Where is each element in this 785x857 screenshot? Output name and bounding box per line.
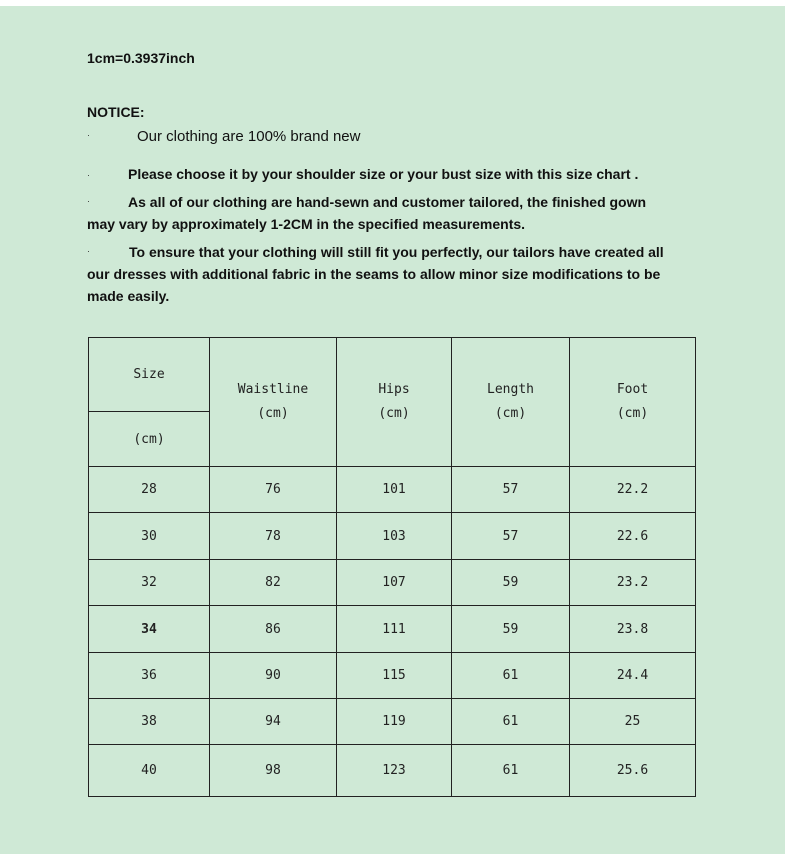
cell-hips: 101 <box>337 467 452 513</box>
table-row <box>89 513 696 560</box>
cell-foot: 22.2 <box>570 467 696 513</box>
cell-length: 61 <box>452 699 570 745</box>
size-chart-page <box>0 6 785 854</box>
cell-hips: 103 <box>337 513 452 560</box>
cell-waistline: 82 <box>210 560 337 606</box>
unit-conversion: 1cm=0.3937inch <box>87 50 195 66</box>
cell-size: 30 <box>89 513 210 560</box>
table-row <box>89 699 696 745</box>
header-size-unit: (cm) <box>89 412 210 467</box>
cell-size: 32 <box>89 560 210 606</box>
cell-hips: 115 <box>337 653 452 699</box>
cell-hips: 111 <box>337 606 452 653</box>
cell-foot: 23.8 <box>570 606 696 653</box>
notice-line-handsewn-a: As all of our clothing are hand-sewn and customer tailored, the finished gown <box>128 194 647 210</box>
cell-length: 57 <box>452 513 570 560</box>
header-hips-unit: (cm) <box>378 406 410 421</box>
cell-foot: 25 <box>570 699 696 745</box>
cell-size: 28 <box>89 467 210 513</box>
notice-line-brand-new: Our clothing are 100% brand new <box>137 128 361 145</box>
cell-hips: 107 <box>337 560 452 606</box>
cell-waistline: 94 <box>210 699 337 745</box>
notice-line-handsewn-b: may vary by approximately 1-2CM in the specified measurements. <box>87 216 526 232</box>
table-row <box>89 606 696 653</box>
bullet-icon: · <box>87 170 90 180</box>
cell-waistline: 86 <box>210 606 337 653</box>
cell-waistline: 98 <box>210 745 337 797</box>
notice-line-fit-a: To ensure that your clothing will still fit you perfectly, our tailors have created all <box>129 244 664 260</box>
table-row <box>89 560 696 606</box>
cell-hips: 119 <box>337 699 452 745</box>
header-hips-label: Hips <box>378 382 410 397</box>
cell-length: 61 <box>452 653 570 699</box>
cell-waistline: 76 <box>210 467 337 513</box>
cell-hips: 123 <box>337 745 452 797</box>
header-foot <box>570 338 696 467</box>
header-foot-label: Foot <box>616 382 649 397</box>
header-waistline <box>210 338 337 467</box>
cell-foot: 22.6 <box>570 513 696 560</box>
table-row <box>89 653 696 699</box>
notice-line-fit-c: made easily. <box>87 288 170 304</box>
cell-waistline: 78 <box>210 513 337 560</box>
header-length-label: Length <box>487 382 534 397</box>
bullet-icon: · <box>87 246 90 256</box>
header-length-unit: (cm) <box>494 406 527 421</box>
cell-size: 34 <box>89 606 210 653</box>
cell-size: 40 <box>89 745 210 797</box>
header-length <box>452 338 570 467</box>
cell-size: 38 <box>89 699 210 745</box>
notice-title: NOTICE: <box>87 104 145 120</box>
cell-foot: 23.2 <box>570 560 696 606</box>
cell-length: 59 <box>452 560 570 606</box>
cell-waistline: 90 <box>210 653 337 699</box>
header-waistline-label: Waistline <box>237 382 309 397</box>
cell-foot: 24.4 <box>570 653 696 699</box>
cell-foot: 25.6 <box>570 745 696 797</box>
header-foot-unit: (cm) <box>616 406 649 421</box>
cell-length: 59 <box>452 606 570 653</box>
cell-size: 36 <box>89 653 210 699</box>
cell-length: 57 <box>452 467 570 513</box>
cell-length: 61 <box>452 745 570 797</box>
notice-line-fit-b: our dresses with additional fabric in the seams to allow minor size modifications to be <box>87 266 661 282</box>
table-row <box>89 467 696 513</box>
size-table <box>88 337 696 797</box>
table-row <box>89 745 696 797</box>
bullet-icon: · <box>87 196 90 206</box>
header-hips <box>337 338 452 467</box>
header-waistline-unit: (cm) <box>257 406 289 421</box>
bullet-icon: · <box>87 130 90 140</box>
header-size: Size <box>89 338 210 412</box>
notice-line-choose-size: Please choose it by your shoulder size or your bust size with this size chart . <box>128 166 639 182</box>
